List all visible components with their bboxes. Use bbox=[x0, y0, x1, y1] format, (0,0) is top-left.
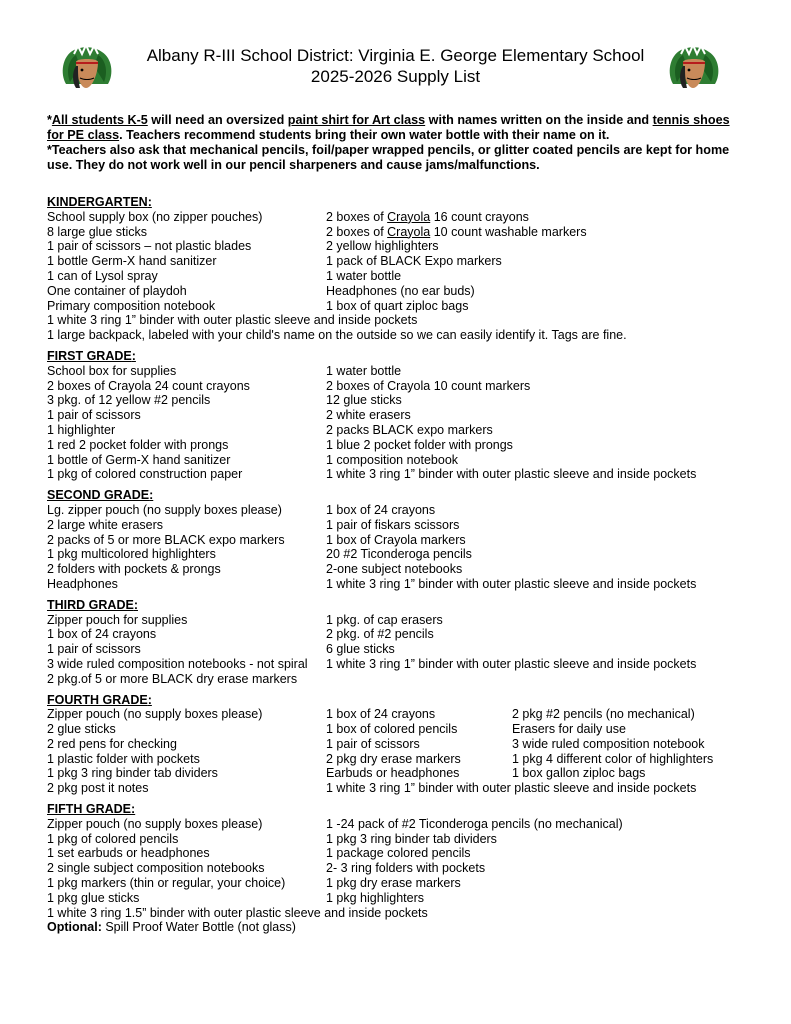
grade-fourth bbox=[47, 693, 767, 797]
list-item: 1 bottle of Germ-X hand sanitizer 1 composition notebook bbox=[47, 452, 459, 467]
grade-heading: KINDERGARTEN: bbox=[47, 195, 152, 209]
list-item: Zipper pouch for supplies 1 pkg. of cap erasers bbox=[47, 612, 443, 627]
grade-heading: THIRD GRADE: bbox=[47, 597, 138, 612]
list-item: 1 white 3 ring 1.5” binder with outer plastic sleeve and inside pockets bbox=[47, 905, 428, 920]
note-all-students: All students K-5 bbox=[51, 113, 148, 127]
list-item: 1 box of 24 crayons 2 pkg. of #2 pencils bbox=[47, 627, 434, 642]
list-item: 2 pkg.of 5 or more BLACK dry erase markers bbox=[47, 671, 298, 686]
list-item: 1 pkg of colored pencils 1 pkg 3 ring binder tab dividers bbox=[47, 831, 497, 846]
grade-kindergarten bbox=[47, 195, 767, 343]
list-item: 1 red 2 pocket folder with prongs 1 blue 2 pocket folder with prongs bbox=[47, 437, 513, 452]
list-item: Zipper pouch (no supply boxes please) 1 box of 24 crayons 2 pkg #2 pencils (no mechanical) bbox=[47, 707, 695, 722]
list-item: 1 pkg of colored construction paper 1 white 3 ring 1” binder with outer plastic sleeve and inside pockets bbox=[47, 467, 697, 482]
list-item: 1 plastic folder with pockets 2 pkg dry erase markers 1 pkg 4 different color of highlighters bbox=[47, 751, 714, 766]
list-item: School box for supplies 1 water bottle bbox=[47, 363, 402, 378]
list-item: 1 highlighter 2 packs BLACK expo markers bbox=[47, 422, 493, 437]
grade-heading: FIRST GRADE: bbox=[47, 348, 136, 363]
note-paint-shirt: paint shirt for Art class bbox=[287, 113, 426, 127]
list-item: 2 single subject composition notebooks 2- 3 ring folders with pockets bbox=[47, 861, 486, 876]
note-tennis-shoes: tennis shoes for PE class bbox=[47, 113, 730, 142]
list-item: 1 pkg markers (thin or regular, your choice) 1 pkg dry erase markers bbox=[47, 876, 461, 891]
list-item: Headphones 1 white 3 ring 1” binder with outer plastic sleeve and inside pockets bbox=[47, 576, 697, 591]
list-item: 1 pair of scissors – not plastic blades 2 yellow highlighters bbox=[47, 239, 439, 254]
list-item: 1 large backpack, labeled with your child's name on the outside so we can easily identify it. Tags are fine. bbox=[47, 328, 627, 343]
list-item: 2 boxes of Crayola 24 count crayons 2 boxes of Crayola 10 count markers bbox=[47, 378, 531, 393]
general-notes bbox=[47, 113, 747, 173]
supply-list-year: 2025-2026 Supply List bbox=[310, 67, 481, 86]
school-title: Albany R-III School District: Virginia E. George Elementary School bbox=[146, 46, 645, 65]
grade-second bbox=[47, 488, 767, 592]
grade-heading: FOURTH GRADE: bbox=[47, 692, 152, 707]
list-item: Zipper pouch (no supply boxes please) 1 -24 pack of #2 Ticonderoga pencils (no mechanical) bbox=[47, 816, 623, 831]
list-item: 1 pkg glue sticks 1 pkg highlighters bbox=[47, 890, 424, 905]
note-pencils: *Teachers also ask that mechanical pencils, foil/paper wrapped pencils, or glitter coated pencils are kept for home use. They do not work well in our pencil sharpeners and cause jams/malfunctions. bbox=[47, 143, 730, 172]
list-item: School supply box (no zipper pouches) 2 boxes of Crayola 16 count crayons bbox=[47, 209, 529, 224]
list-item: Lg. zipper pouch (no supply boxes please) 1 box of 24 crayons bbox=[47, 502, 436, 517]
grade-heading: SECOND GRADE: bbox=[47, 488, 154, 503]
list-item: One container of playdoh Headphones (no ear buds) bbox=[47, 283, 475, 298]
list-item: 3 pkg. of 12 yellow #2 pencils 12 glue sticks bbox=[47, 393, 402, 408]
list-item: 8 large glue sticks 2 boxes of Crayola 10 count washable markers bbox=[47, 224, 587, 239]
optional-item: Optional: Spill Proof Water Bottle (not glass) bbox=[47, 920, 296, 935]
grade-fifth bbox=[47, 802, 767, 935]
grade-first bbox=[47, 349, 767, 482]
list-item: 2 packs of 5 or more BLACK expo markers 1 box of Crayola markers bbox=[47, 532, 466, 547]
list-item: 1 white 3 ring 1” binder with outer plastic sleeve and inside pockets bbox=[47, 313, 418, 328]
list-item: 2 folders with pockets & prongs 2-one subject notebooks bbox=[47, 562, 463, 577]
grade-lists bbox=[47, 195, 767, 941]
list-item: Primary composition notebook 1 box of quart ziploc bags bbox=[47, 298, 469, 313]
list-item: 1 pair of scissors 6 glue sticks bbox=[47, 642, 395, 657]
list-item: 1 pkg 3 ring binder tab dividers Earbuds or headphones 1 box gallon ziploc bags bbox=[47, 766, 646, 781]
list-item: 1 can of Lysol spray 1 water bottle bbox=[47, 268, 402, 283]
list-item: 1 bottle Germ-X hand sanitizer 1 pack of BLACK Expo markers bbox=[47, 254, 502, 269]
note-art-pe: *All students K-5 will need an oversized paint shirt for Art class with names written on the inside and tennis shoes for PE class. Teachers recommend students bring their own water bottle with their name on it. bbox=[47, 113, 730, 142]
grade-heading: FIFTH GRADE: bbox=[47, 802, 136, 817]
list-item: 1 pkg multicolored highlighters 20 #2 Ticonderoga pencils bbox=[47, 547, 472, 562]
list-item: 2 large white erasers 1 pair of fiskars scissors bbox=[47, 517, 460, 532]
grade-third bbox=[47, 598, 767, 687]
list-item: 2 pkg post it notes 1 white 3 ring 1” binder with outer plastic sleeve and inside pockets bbox=[47, 781, 697, 796]
optional-label: Optional: bbox=[47, 920, 102, 935]
list-item: 2 red pens for checking 1 pair of scissors 3 wide ruled composition notebook bbox=[47, 736, 705, 751]
list-item: 1 set earbuds or headphones 1 package colored pencils bbox=[47, 846, 471, 861]
list-item: 3 wide ruled composition notebooks - not spiral 1 white 3 ring 1” binder with outer plastic sleeve and inside pockets bbox=[47, 656, 697, 671]
list-item: 1 pair of scissors 2 white erasers bbox=[47, 408, 411, 423]
document-header bbox=[100, 45, 691, 87]
list-item: 2 glue sticks 1 box of colored pencils Erasers for daily use bbox=[47, 722, 626, 737]
